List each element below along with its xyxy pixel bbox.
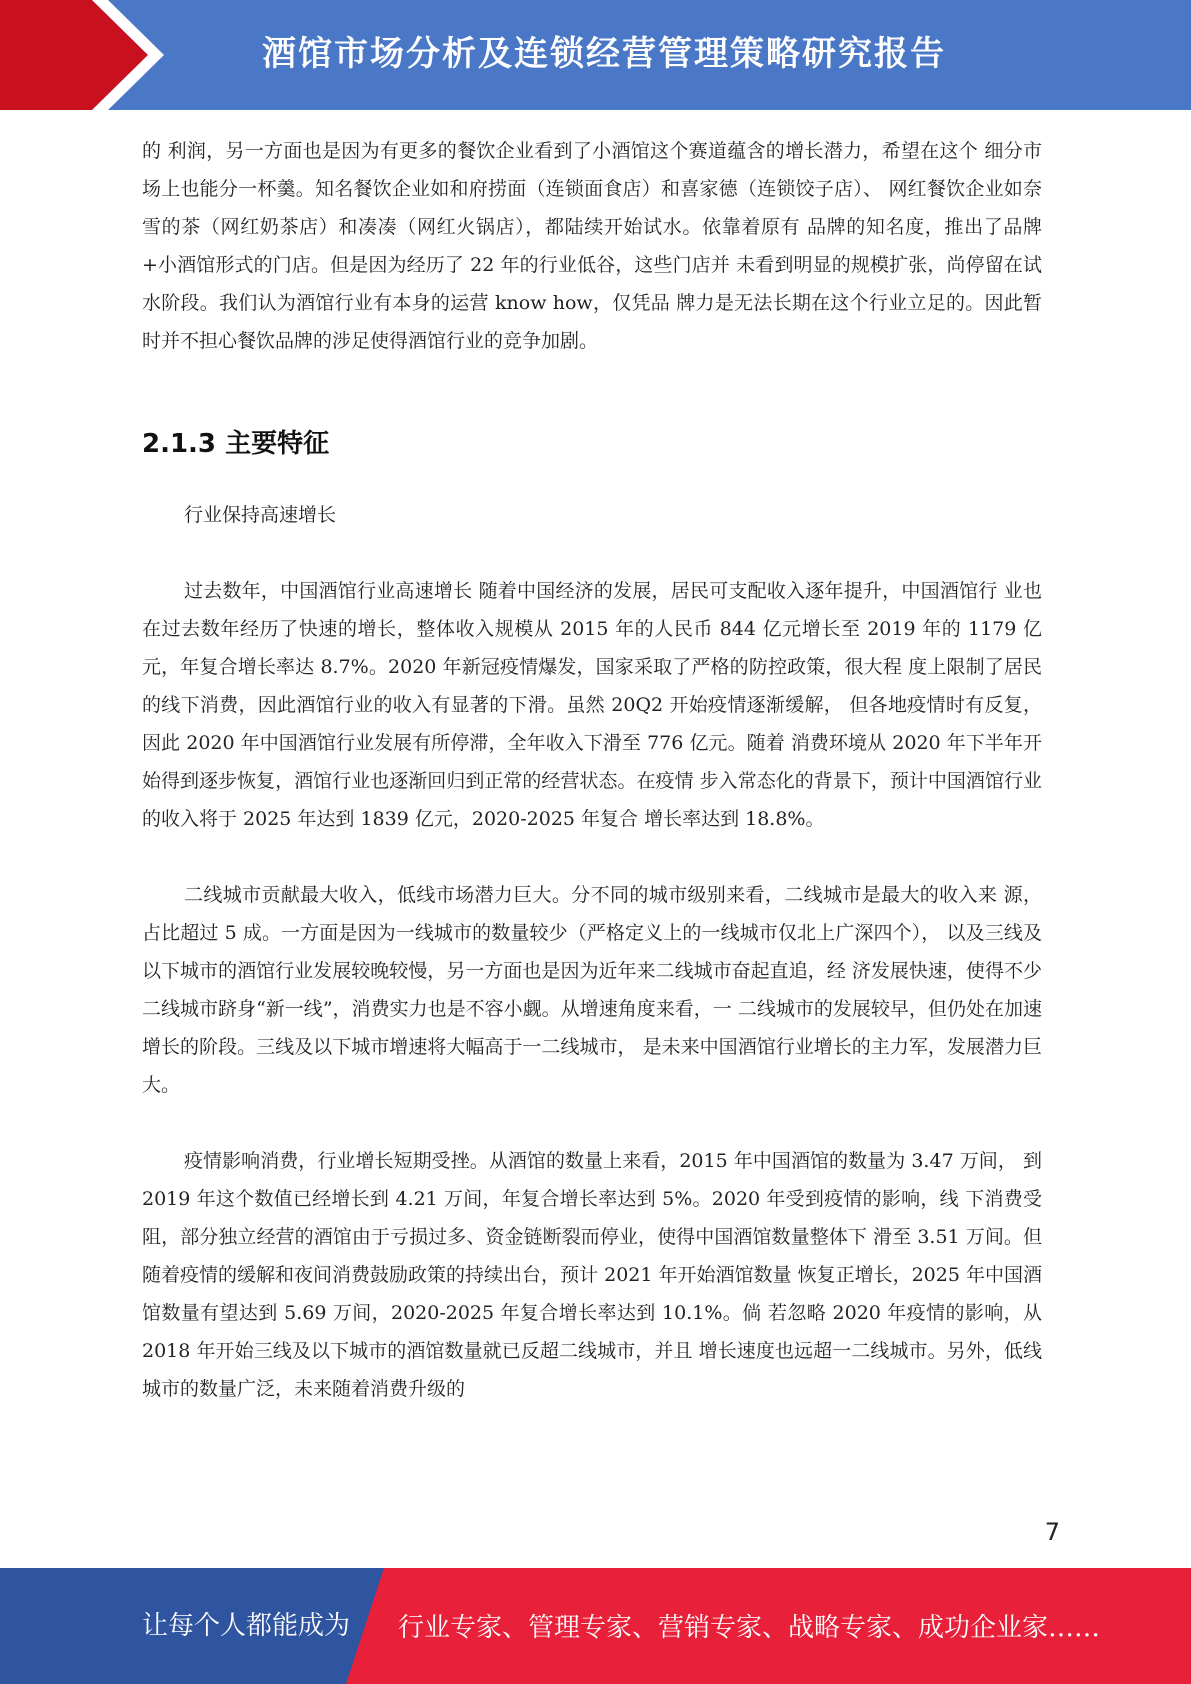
cities-paragraph: 二线城市贡献最大收入，低线市场潜力巨大。分不同的城市级别来看，二线城市是最大的收入来 源，占比超过 5 成。一方面是因为一线城市的数量较少（严格定义上的一线城市仅北上广深四个）， 以及三线及以下城市的酒馆行业发展较晚较慢，另一方面也是因为近年来二线城市奋起直追，经 济发展快速，使得不少二线城市跻身“新一线”，消费实力也是不容小觑。从增速角度来看，一 二线城市的发展较早，但仍处在加速增长的阶段。三线及以下城市增速将大幅高于一二线城市， 是未来中国酒馆行业增长的主力军，发展潜力巨大。 [142,884,1042,1096]
page-header [0,0,1191,110]
report-title: 酒馆市场分析及连锁经营管理策略研究报告 [262,34,946,74]
footer-slogan-right: 行业专家、管理专家、营销专家、战略专家、成功企业家…… [398,1613,1101,1643]
footer-slogan-left: 让每个人都能成为 [142,1611,351,1641]
page-content [142,132,1042,1408]
intro-paragraph: 的 利润，另一方面也是因为有更多的餐饮企业看到了小酒馆这个赛道蕴含的增长潜力，希望在这个 细分市场上也能分一杯羹。知名餐饮企业如和府捞面（连锁面食店）和喜家德（连锁饺子店）、 网红餐饮企业如奈雪的茶（网红奶茶店）和凑凑（网红火锅店），都陆续开始试水。依靠着原有 品牌的知名度，推出了品牌+小酒馆形式的门店。但是因为经历了 22 年的行业低谷，这些门店并 未看到明显的规模扩张，尚停留在试水阶段。我们认为酒馆行业有本身的运营 know how，仅凭品 牌力是无法长期在这个行业立足的。因此暂时并不担心餐饮品牌的涉足使得酒馆行业的竞争加剧。 [142,140,1042,352]
pandemic-paragraph: 疫情影响消费，行业增长短期受挫。从酒馆的数量上来看，2015 年中国酒馆的数量为 3.47 万间， 到 2019 年这个数值已经增长到 4.21 万间，年复合增长率达到 5%。2020 年受到疫情的影响，线 下消费受阻，部分独立经营的酒馆由于亏损过多、资金链断裂而停业，使得中国酒馆数量整体下 滑至 3.51 万间。但随着疫情的缓解和夜间消费鼓励政策的持续出台，预计 2021 年开始酒馆数量 恢复正增长，2025 年中国酒馆数量有望达到 5.69 万间，2020-2025 年复合增长率达到 10.1%。倘 若忽略 2020 年疫情的影响，从 2018 年开始三线及以下城市的酒馆数量就已反超二线城市，并且 增长速度也远超一二线城市。另外，低线城市的数量广泛，未来随着消费升级的 [142,1150,1042,1400]
growth-paragraph: 过去数年，中国酒馆行业高速增长 随着中国经济的发展，居民可支配收入逐年提升，中国酒馆行 业也在过去数年经历了快速的增长，整体收入规模从 2015 年的人民币 844 亿元增长至 2019 年的 1179 亿元，年复合增长率达 8.7%。2020 年新冠疫情爆发，国家采取了严格的防控政策，很大程 度上限制了居民的线下消费，因此酒馆行业的收入有显著的下滑。虽然 20Q2 开始疫情逐渐缓解， 但各地疫情时有反复，因此 2020 年中国酒馆行业发展有所停滞，全年收入下滑至 776 亿元。随着 消费环境从 2020 年下半年开始得到逐步恢复，酒馆行业也逐渐回归到正常的经营状态。在疫情 步入常态化的背景下，预计中国酒馆行业的收入将于 2025 年达到 1839 亿元，2020-2025 年复合 增长率达到 18.8%。 [142,580,1042,830]
section-heading: 2.1.3 主要特征 [142,429,330,459]
subsection-heading: 行业保持高速增长 [184,504,337,526]
page-number: 7 [1044,1518,1060,1546]
page-footer [0,1568,1191,1684]
